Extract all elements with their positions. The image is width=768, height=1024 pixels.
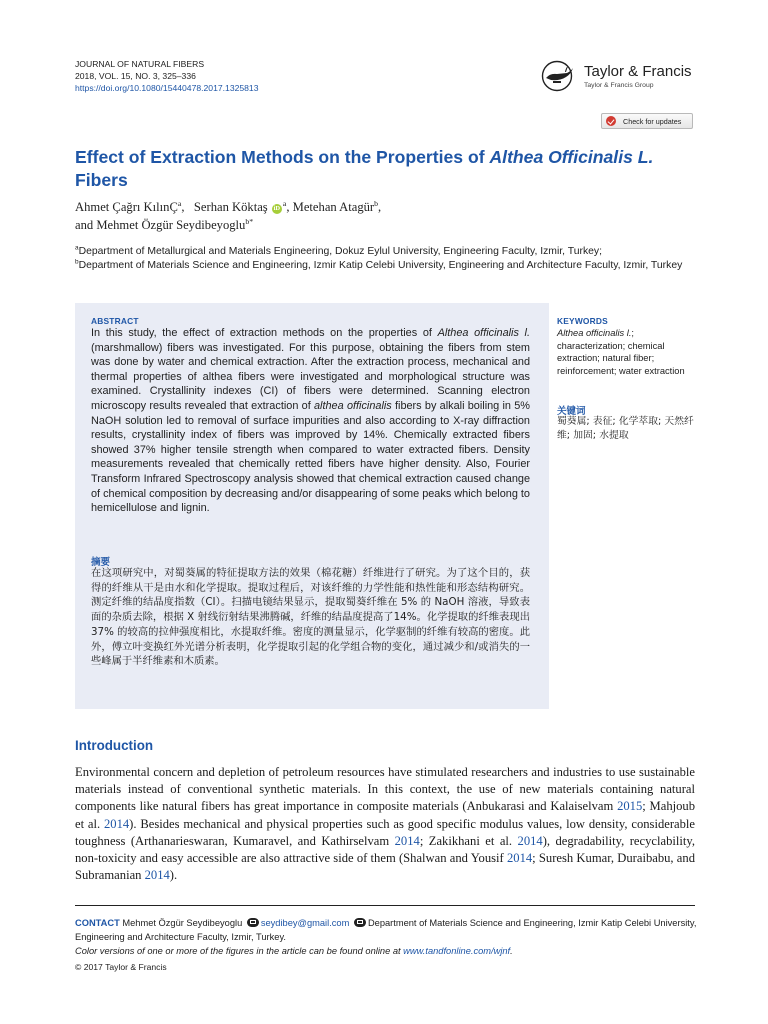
abstract-species: Althea officinalis l.	[437, 327, 531, 339]
keyword-species: Althea officinalis l.	[557, 328, 632, 338]
oil-lamp-icon	[540, 60, 578, 92]
affiliation-text: Department of Materials Science and Engineering, Izmir Katip Celebi University, Engineering and Architecture Faculty, Izmir, Turkey	[78, 260, 683, 272]
intro-text: ; Suresh Kumar, Duraibabu, and Subramanian	[75, 851, 695, 883]
section-heading-introduction: Introduction	[75, 738, 154, 753]
publisher-logo[interactable]	[540, 60, 700, 96]
keyword-text: ; characterization; chemical extraction; natural fiber; reinforcement; water extraction	[557, 328, 685, 376]
introduction-paragraph	[75, 764, 695, 884]
keywords-list	[557, 327, 697, 377]
author-affil-mark: a	[177, 198, 182, 208]
affiliation-mark: b	[75, 258, 79, 266]
affiliation	[75, 259, 700, 273]
abstract-cn-body: 在这项研究中，对蜀葵属的特征提取方法的效果（棉花糖）纤维进行了研究。为了这个目的，获得的纤维从干是由水和化学提取。提取过程后，对该纤维的力学性能和热性能和形态结构研究。测定纤维的结晶度指数（CI）。扫描电镜结果显示，提取蜀葵纤维在 5% 的 NaOH 溶液，导致表面的杂质去除，根据 X 射线衍射结果沸腾碱，纤维的结晶度提高了14%。化学提取的纤维表现出 37% 的较高的拉伸强度相比，水提取纤维。密度的测量显示，化学驱制的纤维有较高的密度。此外，傅立叶变换红外光谱分析表明，化学提取引起的化学组合物的变化，通过减少和/或消失的一些峰属于半纤维素和木质素。	[91, 567, 530, 668]
contact-email-link[interactable]: seydibey@gmail.com	[260, 918, 350, 928]
journal-name: JOURNAL OF NATURAL FIBERS	[75, 59, 205, 69]
keywords-cn-heading: 关键词	[557, 406, 586, 417]
author-affil-mark: b	[374, 198, 379, 208]
journal-citation: 2018, VOL. 15, NO. 3, 325–336	[75, 71, 196, 81]
orcid-icon[interactable]: iD	[273, 205, 281, 212]
author-name[interactable]: Serhan Köktaş	[193, 200, 268, 214]
citation-link[interactable]: 2014	[103, 816, 130, 831]
intro-text: ). Besides mechanical and physical properties such as good specific modulus values, low density, considerable toughness (Arthanarieswaran, Kumaravel, and Kathirselvam	[75, 816, 695, 848]
doi-link[interactable]: https://doi.org/10.1080/15440478.2017.1325813	[75, 83, 259, 93]
abstract-cn-heading: 摘要	[91, 557, 111, 568]
intro-text: ), degradability, recyclability, non-toxicity and easy accessible are also attractive side of them (Shalwan and Yousif	[75, 833, 695, 866]
article-title	[75, 146, 700, 192]
color-note-end: .	[510, 946, 513, 956]
citation-link[interactable]: 2015	[617, 799, 643, 814]
intro-text: ).	[169, 868, 178, 883]
abstract-text: fibers by alkali boiling in 5% NaOH solution led to removal of surface impurities and also according to X-ray diffraction results, crystallinity index of fibers was improved by 14%. Chemically extracted fibers showed 37% higher tensile strength when compared to water extracted fibers. Density measurements revealed that chemically retted fibers have higher density. Also, Fourier Transform Infrared Spectroscopy analysis showed that chemical extraction caused change of chemical composition by decreasing and/or disappearing of some peaks which belong to hemicellulose and lignin.	[91, 399, 530, 515]
citation-link[interactable]: 2014	[394, 833, 420, 848]
citation-link[interactable]: 2014	[506, 851, 533, 866]
check-for-updates-label: Check for updates	[623, 117, 682, 126]
contact-name: Mehmet Özgür Seydibeyoglu	[122, 918, 243, 928]
contact-footnote	[75, 916, 700, 958]
keywords-heading: KEYWORDS	[557, 316, 608, 326]
keywords-cn-list: 蜀葵属; 表征; 化学萃取; 天然纤维; 加固; 水提取	[557, 416, 694, 441]
title-text: Effect of Extraction Methods on the Properties of	[75, 147, 490, 167]
title-species: Althea Officinalis L.	[489, 147, 654, 167]
author-name[interactable]: Ahmet Çağrı KılınÇ	[75, 200, 178, 214]
intro-text: ; Mahjoub et al.	[75, 799, 696, 831]
author-name[interactable]: Metehan Atagür	[292, 200, 375, 214]
address-icon	[354, 918, 366, 927]
title-text-end: Fibers	[75, 170, 128, 190]
affiliations	[75, 245, 700, 274]
author-name[interactable]: Mehmet Özgür Seydibeyoglu	[96, 218, 246, 232]
contact-department: Department of Materials Science and Engineering, Izmir Katip Celebi University, Engineering and Architecture Faculty, Izmir, Turkey.	[75, 918, 697, 942]
abstract-body	[91, 326, 530, 516]
intro-text: Environmental concern and depletion of petroleum resources have stimulated researchers and industries to use sustainable materials instead of conventional synthetic materials. In this context, the use of new materials containing natural components like natural fibers has great importance in composite materials (Anbukarasi and Kalaiselvam	[75, 765, 695, 814]
affiliation-mark: a	[75, 244, 79, 252]
footer-divider	[75, 905, 695, 906]
intro-text: ; Zakikhani et al.	[419, 833, 518, 848]
check-for-updates-button[interactable]	[601, 113, 693, 129]
affiliation-text: Department of Metallurgical and Materials Engineering, Dokuz Eylul University, Engineering Faculty, Izmir, Turkey;	[78, 246, 602, 257]
citation-link[interactable]: 2014	[517, 833, 543, 848]
author-list: Ahmet Çağrı KılınÇ$^a$, Serhan Köktaş $iD^a$, Metehan Atagür$^b$, and Mehmet Özgür Seydibeyoglu$^{b*}$	[75, 198, 382, 232]
publisher-group: Taylor & Francis Group	[584, 82, 654, 89]
journal-website-link[interactable]: www.tandfonline.com/wjnf	[403, 946, 511, 956]
copyright-notice: © 2017 Taylor & Francis	[75, 962, 167, 972]
abstract-heading: ABSTRACT	[91, 316, 139, 326]
abstract-text: (marshmallow) fibers was investigated. For this purpose, obtaining the fibers from stem was done by water and chemical extraction. After the extraction process, mechanical and thermal properties of althea fibers were investigated and morphological structure was examined. Crystallinity indexes (CI) of fibers were determined. Scanning electron microscopy results revealed that extraction of	[91, 341, 530, 412]
affiliation	[75, 245, 700, 259]
contact-label: CONTACT	[75, 918, 120, 928]
journal-header	[75, 58, 259, 94]
abstract-species: althea officinalis	[314, 399, 392, 412]
abstract-text: In this study, the effect of extraction methods on the properties of	[91, 327, 438, 339]
color-note: Color versions of one or more of the figures in the article can be found online at	[75, 946, 404, 956]
check-icon	[606, 116, 616, 126]
author-affil-mark: b*	[245, 216, 254, 226]
email-icon	[247, 918, 259, 927]
publisher-name: Taylor & Francis	[584, 63, 692, 80]
citation-link[interactable]: 2014	[144, 868, 170, 883]
author-affil-mark: a	[282, 198, 287, 208]
